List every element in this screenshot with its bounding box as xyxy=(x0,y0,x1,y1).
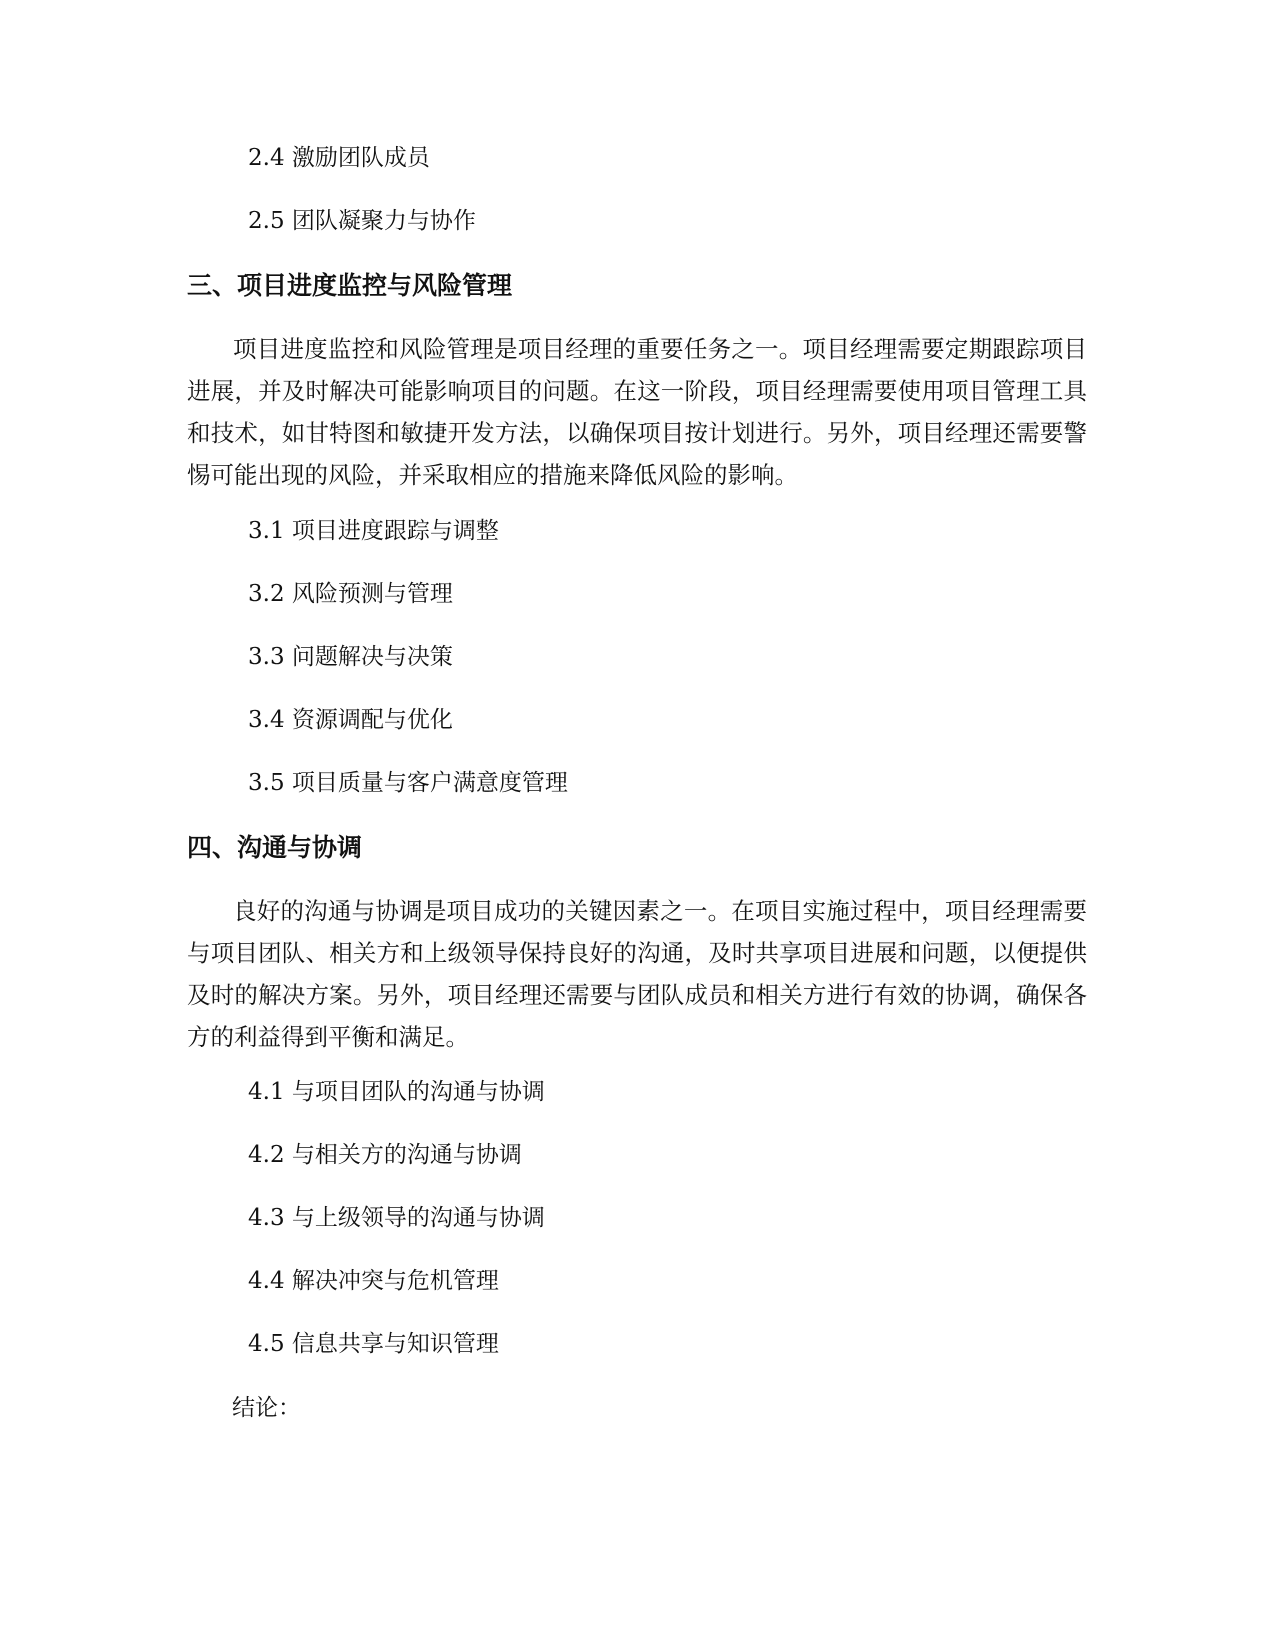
subsection-2-4: 2.4 激励团队成员 xyxy=(248,145,430,171)
section-4-paragraph: 良好的沟通与协调是项目成功的关键因素之一。在项目实施过程中，项目经理需要与项目团队、相关方和上级领导保持良好的沟通，及时共享项目进展和问题，以便提供及时的解决方案。另外，项目经理还需要与团队成员和相关方进行有效的协调，确保各方的利益得到平衡和满足。 xyxy=(187,897,1087,1051)
subsection-3-1: 3.1 项目进度跟踪与调整 xyxy=(248,518,499,544)
subsection-3-4: 3.4 资源调配与优化 xyxy=(248,707,453,733)
conclusion-label: 结论： xyxy=(232,1395,301,1421)
subsection-4-3: 4.3 与上级领导的沟通与协调 xyxy=(248,1205,545,1231)
subsection-4-1: 4.1 与项目团队的沟通与协调 xyxy=(248,1079,545,1105)
subsection-2-5: 2.5 团队凝聚力与协作 xyxy=(248,208,476,234)
subsection-4-5: 4.5 信息共享与知识管理 xyxy=(248,1331,499,1357)
section-3-heading: 三、项目进度监控与风险管理 xyxy=(187,271,513,300)
section-3-paragraph: 项目进度监控和风险管理是项目经理的重要任务之一。项目经理需要定期跟踪项目进展，并及时解决可能影响项目的问题。在这一阶段，项目经理需要使用项目管理工具和技术，如甘特图和敏捷开发方法，以确保项目按计划进行。另外，项目经理还需要警惕可能出现的风险，并采取相应的措施来降低风险的影响。 xyxy=(187,335,1087,489)
subsection-3-5: 3.5 项目质量与客户满意度管理 xyxy=(248,770,568,796)
section-4-heading: 四、沟通与协调 xyxy=(187,833,363,862)
subsection-3-3: 3.3 问题解决与决策 xyxy=(248,644,453,670)
subsection-3-2: 3.2 风险预测与管理 xyxy=(248,581,453,607)
subsection-4-2: 4.2 与相关方的沟通与协调 xyxy=(248,1142,522,1168)
subsection-4-4: 4.4 解决冲突与危机管理 xyxy=(248,1268,499,1294)
